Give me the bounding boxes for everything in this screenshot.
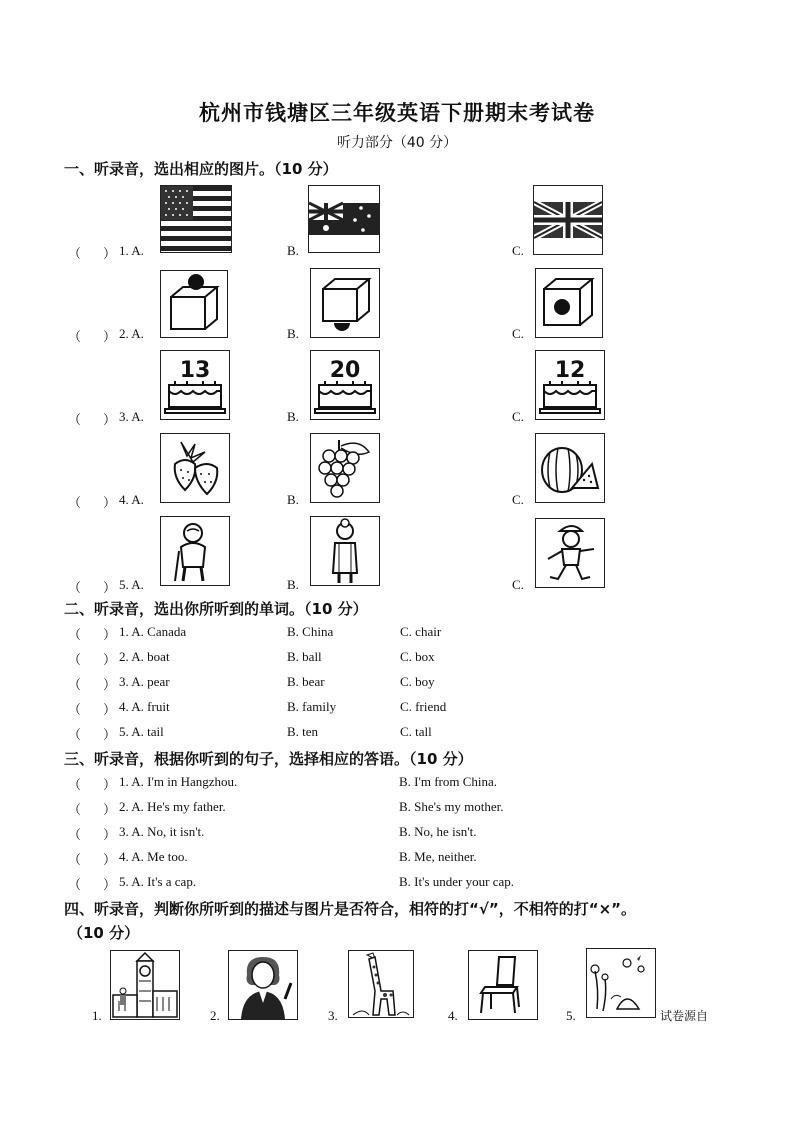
item-number: 5. [566,1008,576,1023]
chair-icon [468,950,538,1020]
uk-flag-icon [533,185,603,255]
answer-bracket-open: （ [68,777,82,792]
old-man-icon [160,516,230,586]
option-b: B. Me, neither. [399,849,477,864]
answer-bracket-close: ） [103,677,117,692]
item-number: 3. [328,1008,338,1023]
option-a: 2. A. boat [119,649,170,664]
question-number: 3. A. [119,409,144,424]
answer-bracket-open: （ [68,677,82,692]
option-a: 3. A. No, it isn't. [119,824,205,839]
answer-bracket-close: ） [103,412,117,427]
option-b: B. bear [287,674,325,689]
section-2-heading: 二、听录音，选出你所听到的单词。（10 分） [64,600,368,618]
answer-bracket-open: （ [68,802,82,817]
giraffe-icon [348,950,414,1018]
big-ben-icon [110,950,180,1020]
australia-flag-icon [308,185,380,253]
option-b-label: B. [287,326,299,341]
option-b: B. No, he isn't. [399,824,477,839]
option-c-label: C. [512,492,524,507]
option-c-label: C. [512,326,524,341]
answer-bracket-close: ） [103,702,117,717]
option-a: 2. A. He's my father. [119,799,226,814]
cake-number: 20 [329,358,361,383]
option-c-label: C. [512,577,524,592]
option-a: 5. A. tail [119,724,164,739]
option-c: C. friend [400,699,447,714]
option-a: 4. A. Me too. [119,849,188,864]
source-footnote: 试卷源自 [660,1009,709,1023]
option-b: B. I'm from China. [399,774,498,789]
answer-bracket-close: ） [103,652,117,667]
answer-bracket-open: （ [68,727,82,742]
ball-in-box-icon [535,268,603,338]
birthday-cake-icon [535,350,605,420]
garden-icon [586,948,656,1018]
option-b-label: B. [287,492,299,507]
teacher-woman-icon [228,950,298,1020]
answer-bracket-close: ） [103,246,117,261]
answer-bracket-close: ） [103,580,117,595]
answer-bracket-open: （ [68,652,82,667]
answer-bracket-close: ） [103,877,117,892]
option-b: B. ten [287,724,319,739]
answer-bracket-close: ） [103,827,117,842]
section-1-heading: 一、听录音，选出相应的图片。（10 分） [64,160,338,178]
question-number: 1. A. [119,243,144,258]
option-a: 3. A. pear [119,674,170,689]
section-4-heading: 四、听录音，判断你所听到的描述与图片是否符合，相符的打“√”，不相符的打“×”。 [64,900,637,918]
answer-bracket-open: （ [68,495,82,510]
option-b-label: B. [287,243,299,258]
answer-bracket-open: （ [68,329,82,344]
answer-bracket-close: ） [103,777,117,792]
answer-bracket-open: （ [68,877,82,892]
section-4-points: （10 分） [68,924,140,942]
option-b: B. It's under your cap. [399,874,514,889]
ball-on-box-icon [160,270,228,338]
question-number: 4. A. [119,492,144,507]
boy-running-icon [535,518,605,588]
item-number: 4. [448,1008,458,1023]
usa-flag-icon [160,185,232,253]
question-number: 2. A. [119,326,144,341]
answer-bracket-close: ） [103,495,117,510]
option-c-label: C. [512,409,524,424]
grape-icon [310,433,380,503]
watermelon-icon [535,433,605,503]
cake-number: 13 [179,358,211,383]
option-c: C. boy [400,674,435,689]
section-3-heading: 三、听录音，根据你听到的句子，选择相应的答语。（10 分） [64,750,473,768]
answer-bracket-close: ） [103,627,117,642]
answer-bracket-open: （ [68,580,82,595]
answer-bracket-open: （ [68,827,82,842]
option-c: C. box [400,649,435,664]
answer-bracket-open: （ [68,412,82,427]
option-a: 4. A. fruit [119,699,170,714]
option-a: 5. A. It's a cap. [119,874,197,889]
birthday-cake-icon [160,350,230,420]
item-number: 1. [92,1008,102,1023]
option-b: B. ball [287,649,322,664]
birthday-cake-icon [310,350,380,420]
option-b: B. China [287,624,334,639]
answer-bracket-close: ） [103,329,117,344]
page-subtitle: 听力部分（40 分） [336,135,458,151]
option-b: B. She's my mother. [399,799,504,814]
answer-bracket-open: （ [68,246,82,261]
answer-bracket-open: （ [68,702,82,717]
option-a: 1. A. I'm in Hangzhou. [119,774,238,789]
answer-bracket-close: ） [103,727,117,742]
answer-bracket-close: ） [103,852,117,867]
cake-number: 12 [554,358,586,383]
item-number: 2. [210,1008,220,1023]
option-b-label: B. [287,577,299,592]
option-a: 1. A. Canada [119,624,187,639]
old-woman-icon [310,516,380,586]
option-b: B. family [287,699,337,714]
option-c-label: C. [512,243,524,258]
option-b-label: B. [287,409,299,424]
question-number: 5. A. [119,577,144,592]
answer-bracket-open: （ [68,627,82,642]
option-c: C. chair [400,624,442,639]
answer-bracket-open: （ [68,852,82,867]
ball-under-box-icon [310,268,380,338]
page-title: 杭州市钱塘区三年级英语下册期末考试卷 [199,101,595,125]
answer-bracket-close: ） [103,802,117,817]
strawberry-icon [160,433,230,503]
option-c: C. tall [400,724,432,739]
